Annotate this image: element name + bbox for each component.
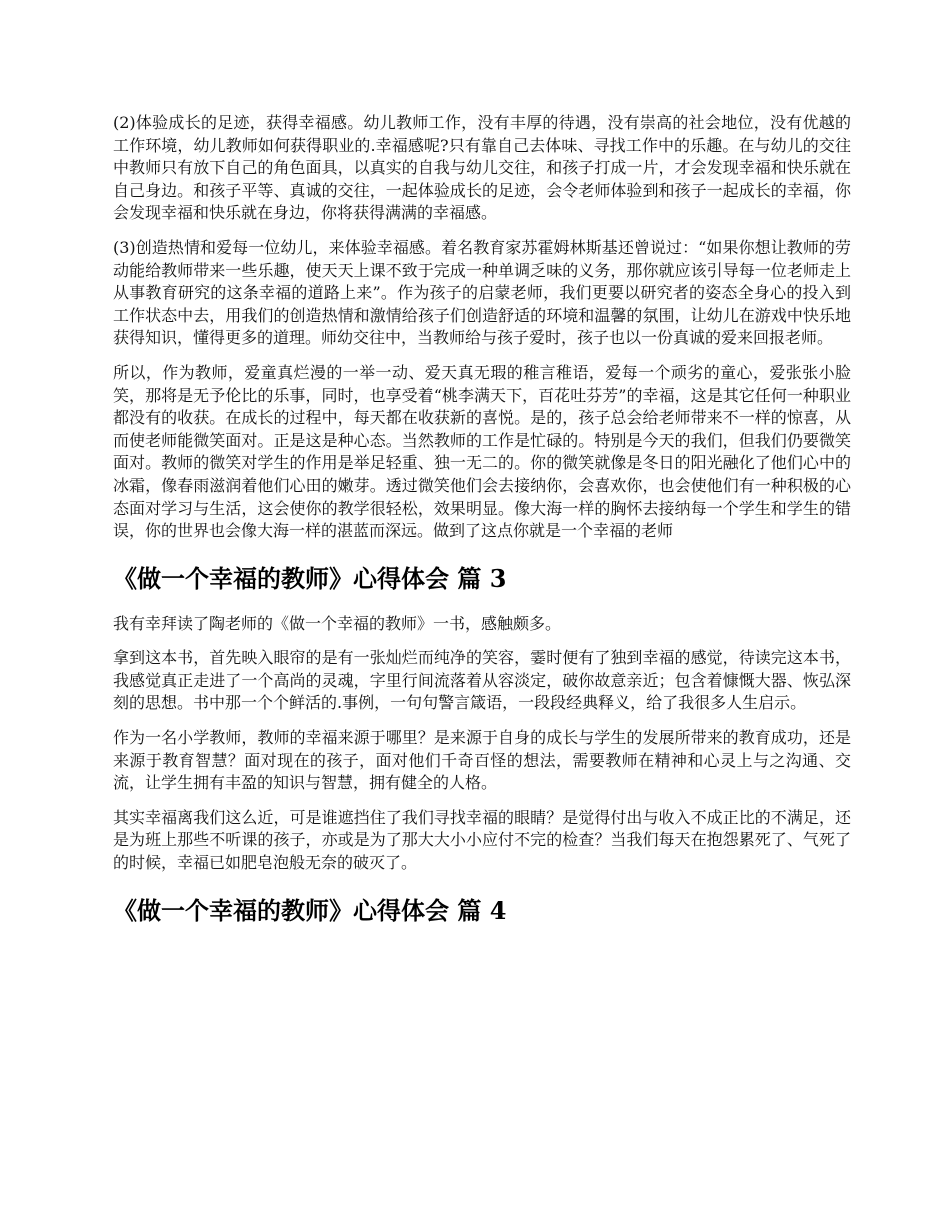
document-page [113,112,851,945]
paragraph-experience-growth: (2)体验成长的足迹，获得幸福感。幼儿教师工作，没有丰厚的待遇，没有崇高的社会地位，没有优越的工作环境，幼儿教师如何获得职业的.幸福感呢?只有靠自己去体味、寻找工作中的乐趣。在与幼儿的交往中教师只有放下自己的角色面具，以真实的自我与幼儿交往，和孩子打成一片，才会发现幸福和快乐就在自己身边。和孩子平等、真诚的交往，一起体验成长的足迹，会令老师体验到和孩子一起成长的幸福，你会发现幸福和快乐就在身边，你将获得满满的幸福感。 [113,113,851,223]
section-heading-4: 《做一个幸福的教师》心得体会 篇 4 [113,895,507,925]
paragraph-book-impression: 拿到这本书，首先映入眼帘的是有一张灿烂而纯净的笑容，霎时便有了独到幸福的感觉，待读完这本书，我感觉真正走进了一个高尚的灵魂，字里行间流落着从容淡定，破你故意亲近；包含着慷慨大器、恢弘深刻的思想。书中那一个个鲜活的.事例，一句句警言箴语，一段段经典释义，给了我很多人生启示。 [113,648,851,713]
paragraph-intro: 我有幸拜读了陶老师的《做一个幸福的教师》一书，感触颇多。 [113,613,562,633]
paragraph-happiness-near: 其实幸福离我们这么近，可是谁遮挡住了我们寻找幸福的眼睛？是觉得付出与收入不成正比的不满足，还是为班上那些不听课的孩子，亦或是为了那大大小小应付不完的检查？当我们每天在抱怨累死了、气死了的时候，幸福已如肥皂泡般无奈的破灭了。 [113,807,851,873]
section-heading-3: 《做一个幸福的教师》心得体会 篇 3 [113,563,507,593]
paragraph-conclusion: 所以，作为教师，爱童真烂漫的一举一动、爱天真无瑕的稚言稚语，爱每一个顽劣的童心，爱张张小脸笑，那将是无予伦比的乐事，同时，也享受着“桃李满天下，百花吐芬芳”的幸福，这是其它任何一种职业都没有的收获。在成长的过程中，每天都在收获新的喜悦。是的，孩子总会给老师带来不一样的惊喜，从而使老师能微笑面对。正是这是种心态。当然教师的工作是忙碌的。特别是今天的我们，但我们仍要微笑面对。教师的微笑对学生的作用是举足轻重、独一无二的。你的微笑就像是冬日的阳光融化了他们心中的冰霜，像春雨滋润着他们心田的嫩芽。透过微笑他们会去接纳你，会喜欢你，也会使他们有一种积极的心态面对学习与生活，这会使你的教学很轻松，效果明显。像大海一样的胸怀去接纳每一个学生和学生的错误，你的世界也会像大海一样的湛蓝而深远。做到了这点你就是一个幸福的老师 [113,362,851,541]
paragraph-source-of-happiness: 作为一名小学教师，教师的幸福来源于哪里？是来源于自身的成长与学生的发展所带来的教育成功，还是来源于教育智慧？面对现在的孩子，面对他们千奇百怪的想法，需要教师在精神和心灵上与之沟通、交流，让学生拥有丰盈的知识与智慧，拥有健全的人格。 [113,728,851,793]
paragraph-create-passion: (3)创造热情和爱每一位幼儿，来体验幸福感。着名教育家苏霍姆林斯基还曾说过：“如果你想让教师的劳动能给教师带来一些乐趣，使天天上课不致于完成一种单调乏味的义务，那你就应该引导每一位老师走上从事教育研究的这条幸福的道路上来”。作为孩子的启蒙老师，我们更要以研究者的姿态全身心的投入到工作状态中去，用我们的创造热情和激情给孩子们创造舒适的环境和温馨的氛围，让幼儿在游戏中快乐地获得知识，懂得更多的道理。师幼交往中，当教师给与孩子爱时，孩子也以一份真诚的爱来回报老师。 [113,237,851,348]
